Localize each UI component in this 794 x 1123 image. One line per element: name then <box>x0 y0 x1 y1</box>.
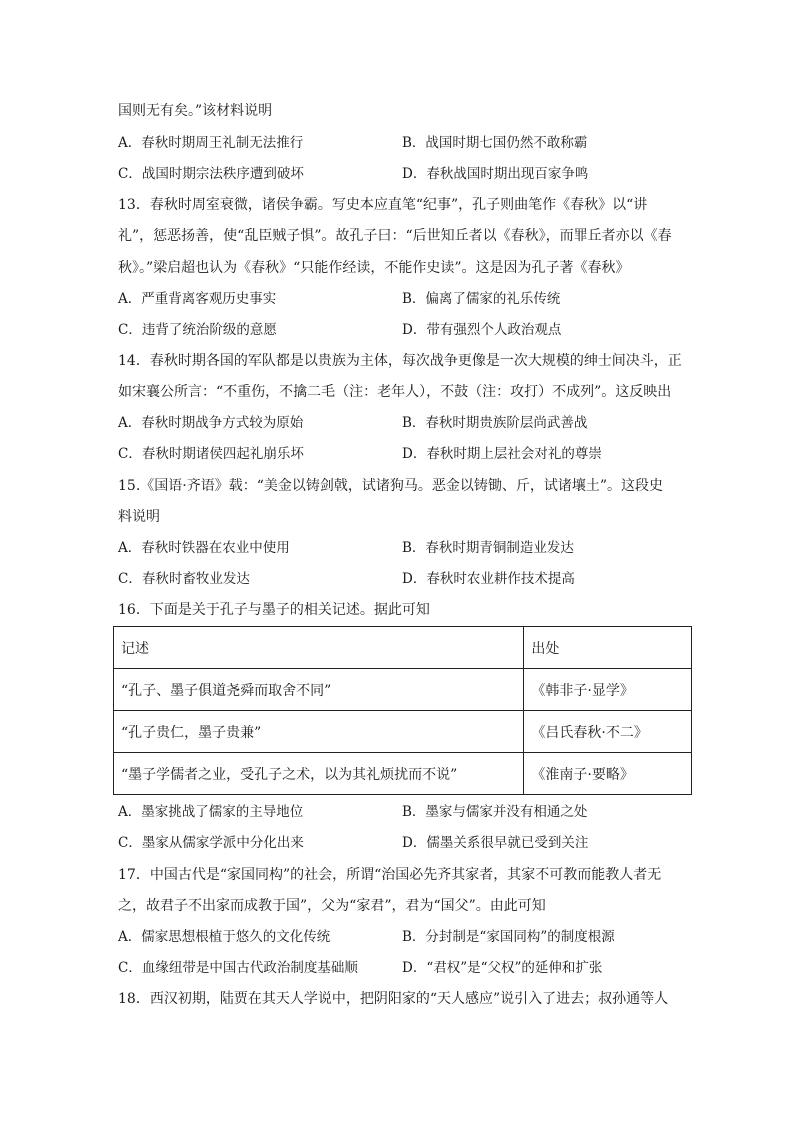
q14-stem-line-1: 14．春秋时期各国的军队都是以贵族为主体，每次战争更像是一次大规模的绅士间决斗，正 <box>118 353 682 369</box>
q16-option-a[interactable]: A．墨家挑战了儒家的主导地位 <box>118 804 304 820</box>
q15-option-b[interactable]: B．春秋时期青铜制造业发达 <box>402 540 574 556</box>
q17-option-b[interactable]: B．分封制是“家国同构”的制度根源 <box>402 929 615 945</box>
q13-option-b[interactable]: B．偏离了儒家的礼乐传统 <box>402 291 561 307</box>
table-cell-record: “孔子、墨子俱道尧舜而取舍不同” <box>114 669 524 711</box>
q17-option-d[interactable]: D．“君权”是“父权”的延伸和扩张 <box>402 960 603 976</box>
q16-option-b[interactable]: B．墨家与儒家并没有相通之处 <box>402 804 588 820</box>
q15-option-c[interactable]: C．春秋时畜牧业发达 <box>118 571 250 587</box>
table-cell-source: 《韩非子·显学》 <box>524 669 692 711</box>
q15-option-a[interactable]: A．春秋时铁器在农业中使用 <box>118 540 290 556</box>
q15-option-d[interactable]: D．春秋时农业耕作技术提高 <box>402 571 575 587</box>
q17-option-a[interactable]: A．儒家思想根植于悠久的文化传统 <box>118 929 331 945</box>
q17-option-c[interactable]: C．血缘纽带是中国古代政治制度基础顺 <box>118 960 358 976</box>
q13-option-a[interactable]: A．严重背离客观历史事实 <box>118 291 277 307</box>
q14-option-a[interactable]: A．春秋时期战争方式较为原始 <box>118 415 304 431</box>
q13-stem-line-3: 秋》。”梁启超也认为《春秋》“只能作经读，不能作史读”。这是因为孔子著《春秋》 <box>118 260 630 276</box>
table-row <box>114 753 692 795</box>
q13-option-d[interactable]: D．带有强烈个人政治观点 <box>402 322 562 338</box>
table-cell-record: “孔子贵仁，墨子贵兼” <box>114 711 524 753</box>
q15-stem-line-2: 料说明 <box>118 509 160 525</box>
q17-stem-line-1: 17．中国古代是“家国同构”的社会，所谓“治国必先齐其家者，其家不可教而能教人者无 <box>118 867 662 883</box>
q16-source-table <box>113 626 692 795</box>
q12-option-d[interactable]: D．春秋战国时期出现百家争鸣 <box>402 166 589 182</box>
q17-stem-line-2: 之，故君子不出家而成教于国”，父为“家君”，君为“国父”。由此可知 <box>118 898 546 914</box>
q13-stem-line-1: 13．春秋时周室衰微，诸侯争霸。写史本应直笔“纪事”，孔子则曲笔作《春秋》以“讲 <box>118 197 648 213</box>
table-row <box>114 711 692 753</box>
table-header-row <box>114 627 692 669</box>
q16-stem-line-1: 16．下面是关于孔子与墨子的相关记述。据此可知 <box>118 602 430 618</box>
q12-option-b[interactable]: B．战国时期七国仍然不敢称霸 <box>402 135 588 151</box>
q16-option-c[interactable]: C．墨家从儒家学派中分化出来 <box>118 835 304 851</box>
intro-line: 国则无有矣。”该材料说明 <box>118 103 273 119</box>
q13-stem-line-2: 礼”，惩恶扬善，使“乱臣贼子惧”。故孔子曰：“后世知丘者以《春秋》，而罪丘者亦以《春 <box>118 228 672 244</box>
table-cell-source: 《淮南子·要略》 <box>524 753 692 795</box>
q14-stem-line-2: 如宋襄公所言：“不重伤，不擒二毛（注：老年人），不鼓（注：攻打）不成列”。这反映出 <box>118 384 672 400</box>
q13-option-c[interactable]: C．违背了统治阶级的意愿 <box>118 322 277 338</box>
table-row <box>114 669 692 711</box>
table-header-source: 出处 <box>524 627 692 669</box>
q12-option-c[interactable]: C．战国时期宗法秩序遭到破坏 <box>118 166 304 182</box>
q12-option-a[interactable]: A．春秋时期周王礼制无法推行 <box>118 135 304 151</box>
q16-option-d[interactable]: D．儒墨关系很早就已受到关注 <box>402 835 589 851</box>
table-cell-source: 《吕氏春秋·不二》 <box>524 711 692 753</box>
q14-option-b[interactable]: B．春秋时期贵族阶层尚武善战 <box>402 415 588 431</box>
q14-option-c[interactable]: C．春秋时期诸侯四起礼崩乐坏 <box>118 446 304 462</box>
table-header-record: 记述 <box>114 627 524 669</box>
q18-stem-line-1: 18．西汉初期，陆贾在其天人学说中，把阴阳家的“天人感应”说引入了进去；叔孙通等人 <box>118 991 669 1007</box>
q15-stem-line-1: 15.《国语·齐语》载：“美金以铸剑戟，试诸狗马。恶金以铸锄、斤，试诸壤土”。这段史 <box>118 478 664 494</box>
q14-option-d[interactable]: D．春秋时期上层社会对礼的尊崇 <box>402 446 602 462</box>
table-cell-record: “墨子学儒者之业，受孔子之术，以为其礼烦扰而不说” <box>114 753 524 795</box>
